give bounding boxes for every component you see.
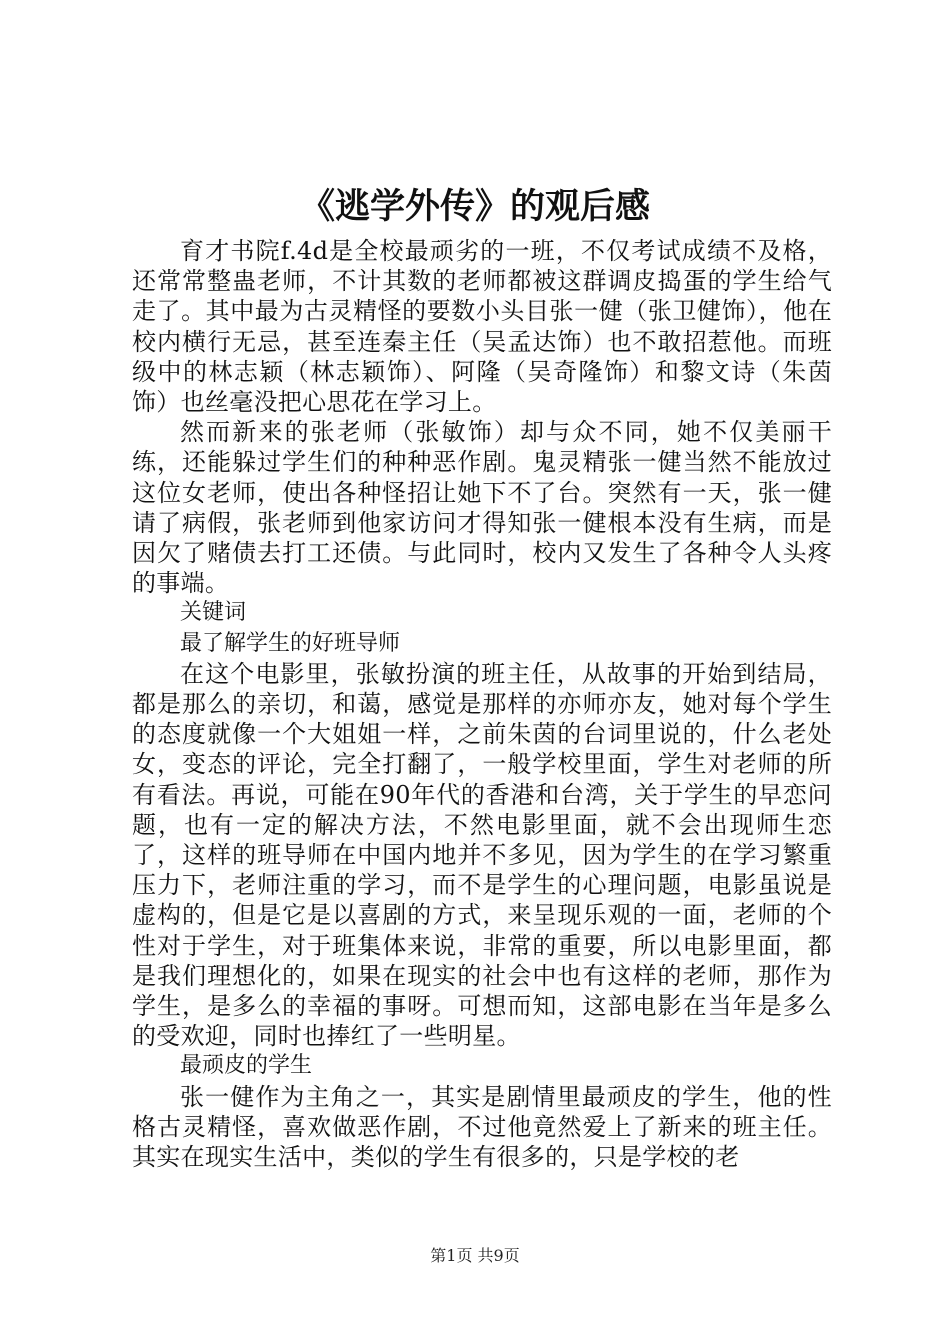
- section-label-keywords: 关键词: [180, 600, 247, 626]
- paragraph-intro: 育才书院f.4d是全校最顽劣的一班，不仅考试成绩不及格，还常常整蛊老师，不计其数的老师都被这群调皮捣蛋的学生给气走了。其中最为古灵精怪的要数小头目张一健（张卫健饰），他在校内横行无忌，甚至连秦主任（吴孟达饰）也不敢招惹他。而班级中的林志颖（林志颖饰）、阿隆（吴奇隆饰）和黎文诗（朱茵饰）也丝毫没把心思花在学习上。: [132, 237, 832, 417]
- paragraph-teacher-analysis: 在这个电影里，张敏扮演的班主任，从故事的开始到结局，都是那么的亲切，和蔼，感觉是那样的亦师亦友，她对每个学生的态度就像一个大姐姐一样，之前朱茵的台词里说的，什么老处女，变态的评论，完全打翻了，一般学校里面，学生对老师的所有看法。再说，可能在90年代的香港和台湾，关于学生的早恋问题，也有一定的解决方法，不然电影里面，就不会出现师生恋了，这样的班导师在中国内地并不多见，因为学生的在学习繁重压力下，老师注重的学习，而不是学生的心理问题，电影虽说是虚构的，但是它是以喜剧的方式，来呈现乐观的一面，老师的个性对于学生，对于班集体来说，非常的重要，所以电影里面，都是我们理想化的，如果在现实的社会中也有这样的老师，那作为学生，是多么的幸福的事呀。可想而知，这部电影在当年是多么的受欢迎，同时也捧红了一些明星。: [132, 659, 832, 1051]
- paragraph-new-teacher: 然而新来的张老师（张敏饰）却与众不同，她不仅美丽干练，还能躲过学生们的种种恶作剧。鬼灵精张一健当然不能放过这位女老师，使出各种怪招让她下不了台。突然有一天，张一健请了病假，张老师到他家访问才得知张一健根本没有生病，而是因欠了赌债去打工还债。与此同时，校内又发生了各种令人头疼的事端。: [132, 418, 832, 598]
- section-heading-naughty-student: 最顽皮的学生: [180, 1053, 313, 1079]
- section-heading-best-teacher: 最了解学生的好班导师: [180, 630, 401, 656]
- page-number-footer: 第1页 共9页: [430, 1246, 520, 1265]
- paragraph-student-analysis: 张一健作为主角之一，其实是剧情里最顽皮的学生，他的性格古灵精怪，喜欢做恶作剧，不过他竟然爱上了新来的班主任。其实在现实生活中，类似的学生有很多的，只是学校的老: [132, 1082, 832, 1172]
- document-body: [132, 236, 832, 1172]
- document-title: 《逃学外传》的观后感: [299, 186, 650, 227]
